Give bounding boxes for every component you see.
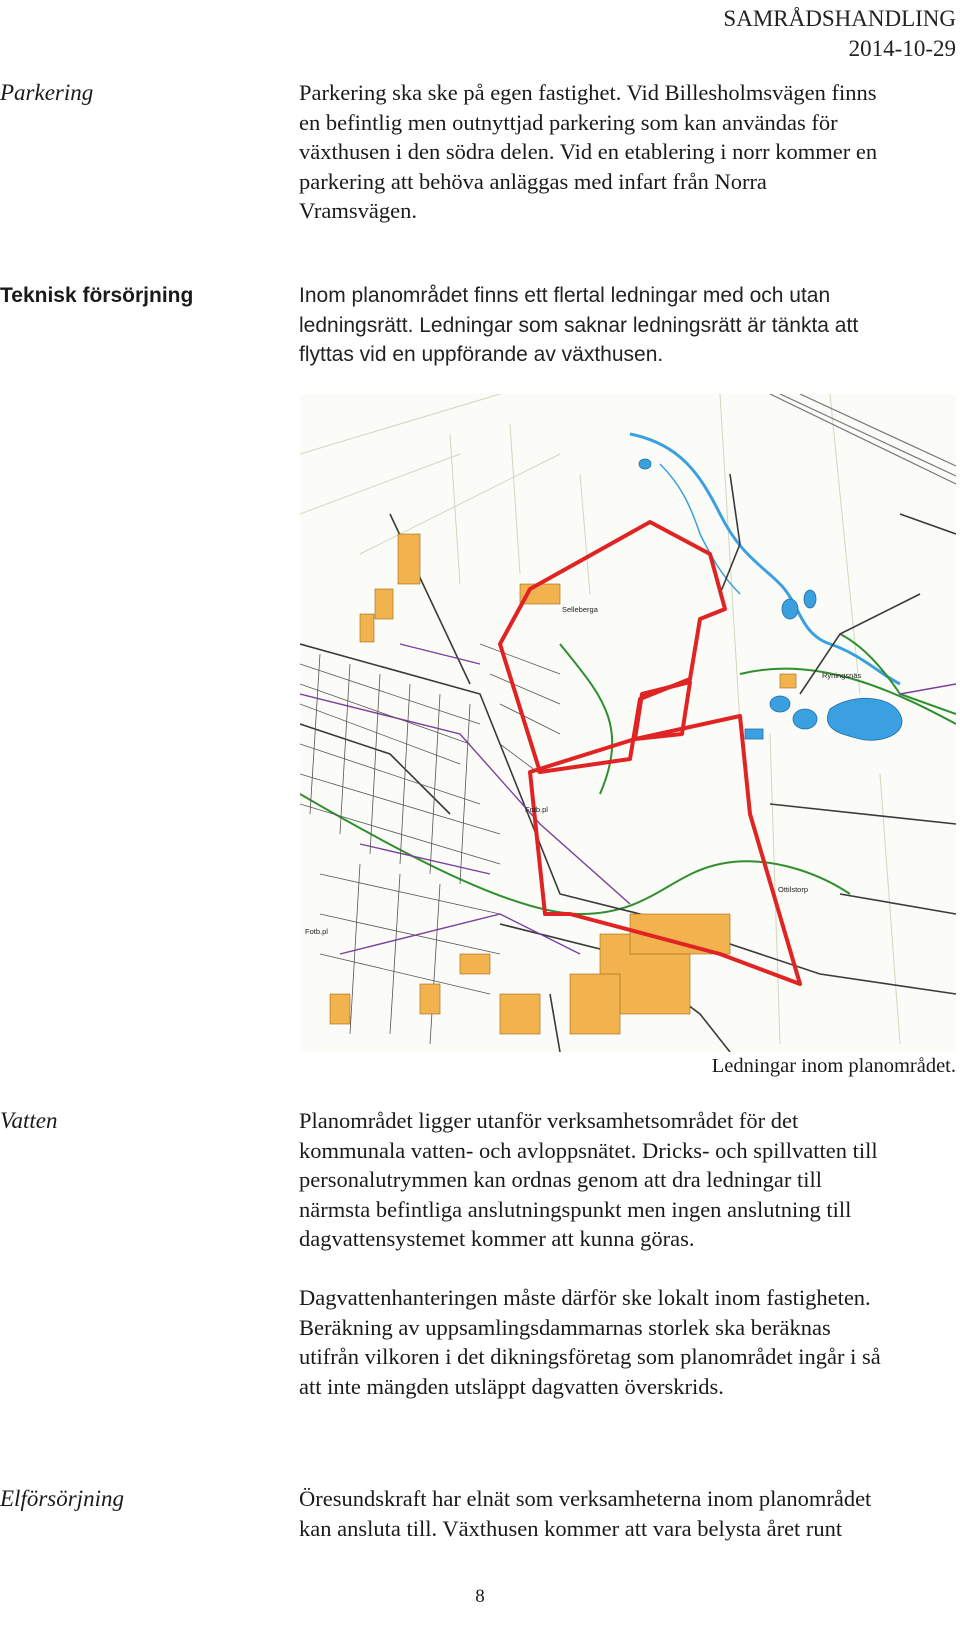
map-label-sports2: Fotb.pl [305, 927, 328, 936]
section-text-el: Öresundskraft har elnät som verksamheterna inom planområdet kan ansluta till. Växthusen kommer att vara belysta året runt [299, 1486, 872, 1541]
map-caption: Ledningar inom planområdet. [711, 1055, 956, 1077]
document-header [723, 4, 956, 64]
map-label-south-farm: Ottilstorp [778, 885, 809, 894]
page-number: 8 [475, 1586, 485, 1607]
document-status: SAMRÅDSHANDLING [723, 6, 956, 31]
section-label-teknisk: Teknisk försörjning [0, 284, 194, 307]
map-label-east-farm: Ryningsnäs [822, 671, 862, 680]
section-text-vatten-2: Dagvattenhanteringen måste därför ske lokalt inom fastigheten. Beräkning av uppsamlingsdammarnas storlek ska beräknas utifrån vilkoren i det dikningsföretag som planområdet ingår i så att inte mängden utsläppt dagvatten överskrids. [299, 1285, 881, 1399]
section-label-vatten: Vatten [0, 1108, 58, 1133]
section-label-parkering: Parkering [0, 80, 94, 105]
section-text-parkering: Parkering ska ske på egen fastighet. Vid Billesholmsvägen finns en befintlig men outnyttjad parkering som kan användas för växthusen i den södra delen. Vid en etablering i norr kommer en parkering att behöva anläggas med infart från Norra Vramsvägen. [299, 80, 878, 223]
plan-area-map [300, 394, 956, 1052]
map-label-sports1: Fotb.pl [525, 805, 548, 814]
document-date: 2014-10-29 [848, 36, 956, 61]
map-label-north-farm: Selleberga [562, 605, 598, 614]
section-text-vatten-1: Planområdet ligger utanför verksamhetsområdet för det kommunala vatten- och avloppsnätet. Dricks- och spillvatten till personalutrymmen kan ordnas genom att dra ledningar till närmsta befintliga anslutningspunkt men ingen anslutning till dagvattensystemet kommer att kunna göras. [299, 1108, 878, 1251]
section-text-teknisk: Inom planområdet finns ett flertal ledningar med och utan ledningsrätt. Ledningar som saknar ledningsrätt är tänkta att flyttas vid en uppförande av växthusen. [299, 284, 859, 366]
section-label-el: Elförsörjning [0, 1486, 124, 1511]
